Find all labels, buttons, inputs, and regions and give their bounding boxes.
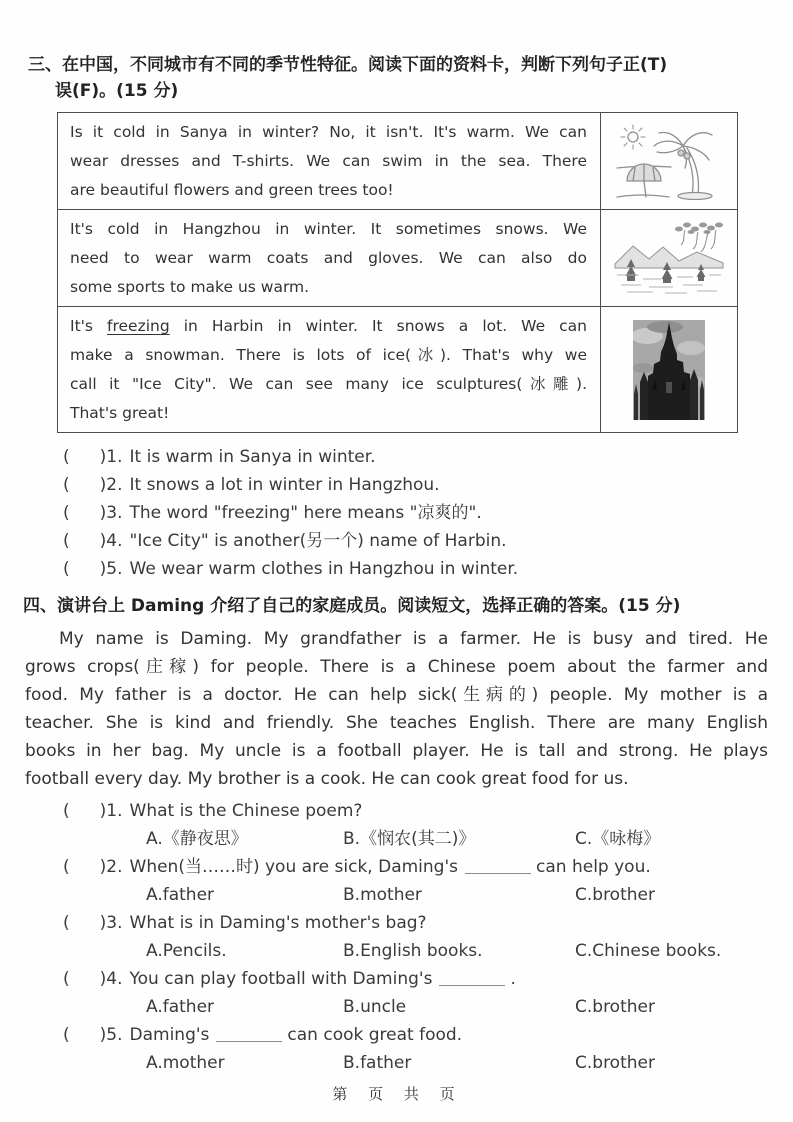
card-line: make a snowman. There is lots of ice(冰). That's why we [70,346,587,364]
question-text: It is warm in Sanya in winter. [129,447,376,467]
section3-title-line1: 三、在中国，不同城市有不同的季节性特征。阅读下面的资料卡，判断下列句子正(T) [28,55,668,75]
question-text: We wear warm clothes in Hangzhou in winter. [129,559,519,579]
answer-bracket-close: ) [99,1025,107,1045]
question-number: 1. [106,447,123,467]
answer-bracket-open: ( [63,531,70,551]
question-text-post: . [510,969,516,989]
tf-question-5 [63,555,793,583]
question-text: "Ice City" is another(另一个) name of Harbin. [129,531,507,551]
question-line [63,1021,793,1049]
answer-bracket-open: ( [63,969,70,989]
mc-question-3 [63,909,793,965]
ice-castle-photo [633,320,705,420]
question-number: 5. [106,1025,123,1045]
question-text-pre: Daming's [129,1025,210,1045]
answer-bracket-close: ) [99,559,107,579]
tf-question-3 [63,499,793,527]
card-line [70,312,587,341]
answer-bracket-close: ) [99,801,107,821]
mc-question-5 [63,1021,793,1077]
card-line: call it "Ice City". We can see many ice sculptures(冰雕). [70,375,587,393]
card-line: are beautiful flowers and green trees too! [70,181,394,199]
question-number: 2. [106,475,123,495]
question-line [63,909,793,937]
option-b: B.《悯农(其二)》 [343,829,476,849]
question-number: 5. [106,559,123,579]
fill-in-blank [439,973,505,986]
beach-scene-illustration [613,122,725,200]
answer-bracket-open: ( [63,1025,70,1045]
card-line: Is it cold in Sanya in winter? No, it isn't. It's warm. We can [70,123,587,141]
section3-title [0,0,793,104]
mc-question-4 [63,965,793,1021]
options-row [63,881,793,909]
card-text-sanya [58,113,601,210]
question-text: The word "freezing" here means "凉爽的". [129,503,482,523]
option-a: A.father [146,885,215,905]
answer-bracket-close: ) [99,913,107,933]
question-text-pre: You can play football with Daming's [129,969,433,989]
answer-bracket-close: ) [99,531,107,551]
answer-bracket-open: ( [63,801,70,821]
card-line-post: in Harbin in winter. It snows a lot. We can [169,317,587,335]
question-text: What is in Daming's mother's bag? [129,913,427,933]
passage-line: food. My father is a doctor. He can help sick(生病的) people. My mother is a [25,685,768,705]
option-c: C.《咏梅》 [575,829,661,849]
card-line: wear dresses and T-shirts. We can swim in the sea. There [70,152,587,170]
card-line: need to wear warm coats and gloves. We can also do [70,249,587,267]
west-lake-scene-illustration [613,219,725,297]
reading-passage [0,619,793,793]
answer-bracket-open: ( [63,857,70,877]
page-footer: 第 页 共 页 [332,1085,461,1103]
multiple-choice-question-list [0,793,793,1077]
options-row [63,825,793,853]
options-row [63,993,793,1021]
option-b: B.father [343,1053,412,1073]
passage-line: books in her bag. My uncle is a football player. He is tall and strong. He plays [25,741,768,761]
card-image-cell [601,307,738,433]
option-b: B.uncle [343,997,407,1017]
answer-bracket-close: ) [99,857,107,877]
option-a: A.Pencils. [146,941,227,961]
card-line: That's great! [70,404,170,422]
option-c: C.brother [575,1053,655,1073]
question-line [63,965,793,993]
passage-line: teacher. She is kind and friendly. She teaches English. There are many English [25,713,768,733]
question-number: 2. [106,857,123,877]
card-text-hangzhou [58,210,601,307]
question-text-post: can help you. [536,857,651,877]
options-row [63,1049,793,1077]
mc-question-1 [63,797,793,853]
answer-bracket-open: ( [63,559,70,579]
answer-bracket-close: ) [99,447,107,467]
passage-line: football every day. My brother is a cook. He can cook great food for us. [25,769,629,789]
tf-question-1 [63,443,793,471]
true-false-question-list [0,433,793,583]
question-line [63,853,793,881]
question-number: 4. [106,531,123,551]
option-a: A.《静夜思》 [146,829,248,849]
options-row [63,937,793,965]
option-c: C.brother [575,997,655,1017]
question-line [63,797,793,825]
passage-line: grows crops(庄稼) for people. There is a Chinese poem about the farmer and [25,657,768,677]
answer-bracket-close: ) [99,503,107,523]
card-line: some sports to make us warm. [70,278,310,296]
section4-title: 四、演讲台上 Daming 介绍了自己的家庭成员。阅读短文，选择正确的答案。(15 分) [23,596,681,616]
question-text-post: can cook great food. [287,1025,463,1045]
question-number: 3. [106,913,123,933]
question-text: What is the Chinese poem? [129,801,363,821]
answer-bracket-open: ( [63,913,70,933]
tf-question-2 [63,471,793,499]
answer-bracket-open: ( [63,503,70,523]
card-image-cell [601,113,738,210]
answer-bracket-close: ) [99,475,107,495]
option-b: B.English books. [343,941,483,961]
answer-bracket-open: ( [63,475,70,495]
card-line-pre: It's [70,317,108,335]
section3-title-line2: 误(F)。(15 分) [55,81,179,101]
card-row-harbin [58,307,738,433]
option-c: C.Chinese books. [575,941,722,961]
question-text: It snows a lot in winter in Hangzhou. [129,475,440,495]
question-text-pre: When(当……时) you are sick, Daming's [129,857,459,877]
option-b: B.mother [343,885,422,905]
question-number: 1. [106,801,123,821]
reading-cards-table [57,112,738,433]
option-a: A.father [146,997,215,1017]
card-row-hangzhou [58,210,738,307]
card-row-sanya [58,113,738,210]
question-number: 4. [106,969,123,989]
card-line: It's cold in Hangzhou in winter. It sometimes snows. We [70,220,587,238]
passage-line: My name is Daming. My grandfather is a farmer. He is busy and tired. He [59,629,768,649]
option-c: C.brother [575,885,655,905]
answer-bracket-close: ) [99,969,107,989]
option-a: A.mother [146,1053,225,1073]
tf-question-4 [63,527,793,555]
fill-in-blank [465,861,531,874]
card-text-harbin [58,307,601,433]
answer-bracket-open: ( [63,447,70,467]
mc-question-2 [63,853,793,909]
fill-in-blank [216,1029,282,1042]
card-image-cell [601,210,738,307]
question-number: 3. [106,503,123,523]
underlined-word: freezing [107,317,170,335]
